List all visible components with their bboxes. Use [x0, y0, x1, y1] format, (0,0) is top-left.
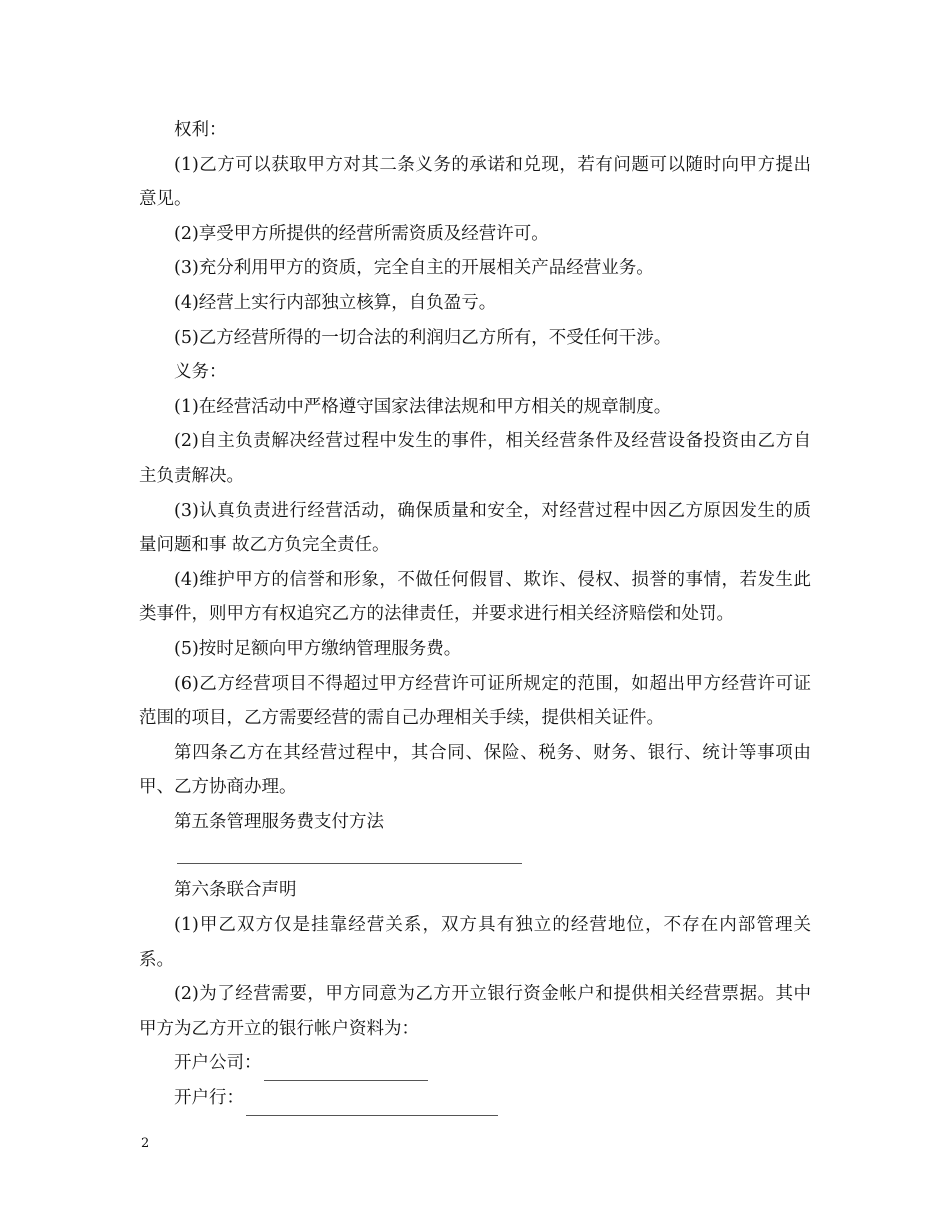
article-6-item-1: (1)甲乙双方仅是挂靠经营关系，双方具有独立的经营地位，不存在内部管理关系。	[139, 915, 811, 970]
account-company-field	[139, 1046, 811, 1081]
obligations-heading: 义务：	[174, 362, 227, 383]
rights-item-1: (1)乙方可以获取甲方对其二条义务的承诺和兑现，若有问题可以随时向甲方提出意见。	[139, 154, 811, 210]
rights-heading: 权利：	[174, 120, 227, 140]
rights-item-3: (3)充分利用甲方的资质，完全自主的开展相关产品经营业务。	[174, 258, 654, 279]
obligations-item-6: (6)乙方经营项目不得超过甲方经营许可证所规定的范围，如超出甲方经营许可证范围的项目，乙方需要经营的需自己办理相关手续，提供相关证件。	[139, 673, 811, 729]
obligations-item-2: (2)自主负责解决经营过程中发生的事件，相关经营条件及经营设备投资由乙方自主负责解决。	[139, 431, 811, 486]
fill-in-line	[139, 839, 811, 873]
article-6-item-2: (2)为了经营需要，甲方同意为乙方开立银行资金帐户和提供相关经营票据。其中甲方为乙方开立的银行帐户资料为：	[139, 984, 811, 1039]
document-body	[139, 113, 811, 1116]
article-6-title: 第六条联合声明	[174, 880, 297, 901]
underline	[177, 863, 522, 864]
obligations-item-4: (4)维护甲方的信誉和形象，不做任何假冒、欺诈、侵权、损誉的事情，若发生此类事件，则甲方有权追究乙方的法律责任，并要求进行相关经济赔偿和处罚。	[139, 569, 811, 625]
rights-item-2: (2)享受甲方所提供的经营所需资质及经营许可。	[174, 223, 549, 244]
account-company-blank	[264, 1054, 428, 1081]
rights-item-5: (5)乙方经营所得的一切合法的利润归乙方所有，不受任何干涉。	[174, 327, 672, 348]
rights-item-4: (4)经营上实行内部独立核算，自负盈亏。	[174, 292, 497, 313]
article-5-title: 第五条管理服务费支付方法	[174, 811, 384, 832]
obligations-item-1: (1)在经营活动中严格遵守国家法律法规和甲方相关的规章制度。	[174, 396, 672, 417]
account-bank-field	[139, 1081, 811, 1116]
obligations-item-5: (5)按时足额向甲方缴纳管理服务费。	[174, 638, 462, 659]
account-company-label: 开户公司：	[174, 1053, 262, 1074]
account-bank-blank	[246, 1089, 498, 1116]
page-number: 2	[141, 1136, 150, 1151]
article-4: 第四条乙方在其经营过程中，其合同、保险、税务、财务、银行、统计等事项由甲、乙方协商办理。	[139, 742, 811, 798]
obligations-item-3: (3)认真负责进行经营活动，确保质量和安全，对经营过程中因乙方原因发生的质量问题和事 故乙方负完全责任。	[139, 500, 811, 556]
account-bank-label: 开户行：	[174, 1088, 244, 1109]
